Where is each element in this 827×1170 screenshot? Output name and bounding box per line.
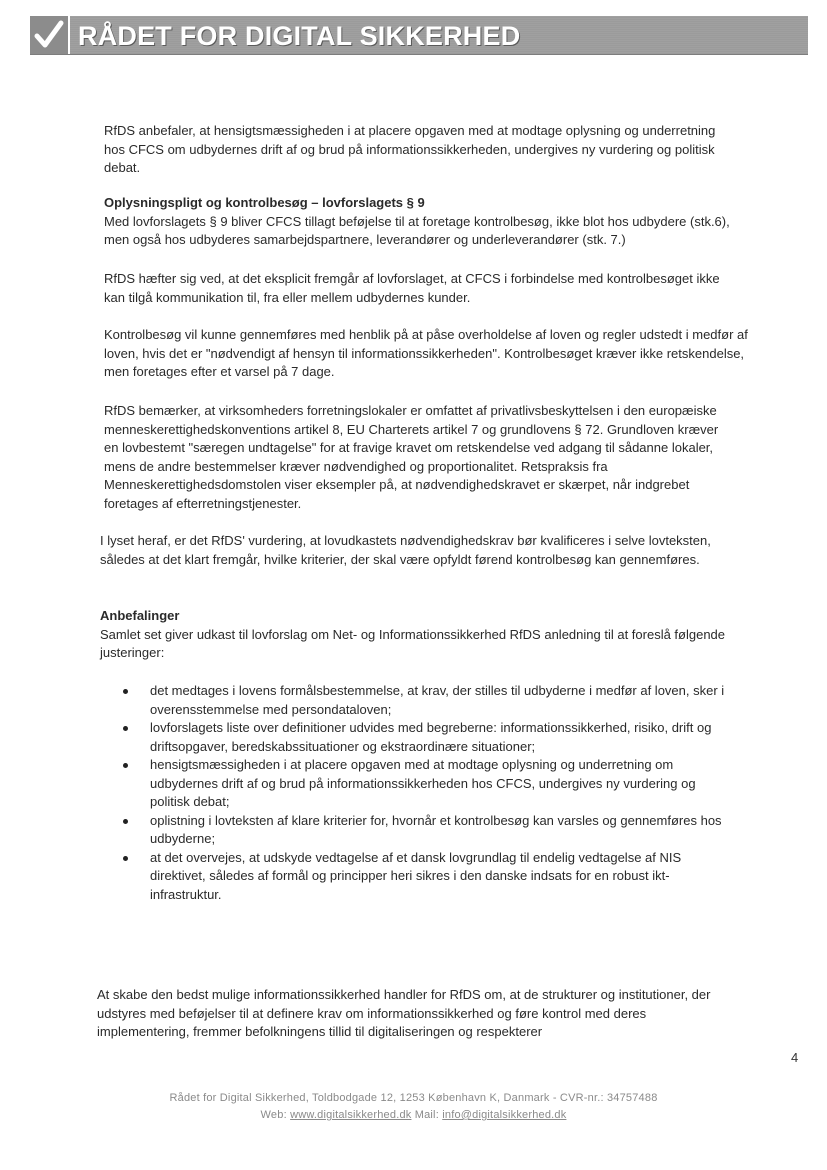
section-anbefalinger — [100, 607, 730, 663]
bullet-icon — [123, 856, 128, 861]
footer-address: Rådet for Digital Sikkerhed, Toldbodgade 12, 1253 København K, Danmark - CVR-nr.: 34757488 — [169, 1092, 658, 1104]
footer-contact — [0, 1109, 827, 1121]
paragraph: Med lovforslagets § 9 bliver CFCS tillagt beføjelse til at foretage kontrolbesøg, ikke blot hos udbydere (stk.6), men også hos udbyderes samarbejdspartnere, leverandører og underleverandører (stk. 7.) — [104, 213, 730, 247]
section-heading: Oplysningspligt og kontrolbesøg – lovforslagets § 9 — [104, 195, 425, 210]
section-heading: Anbefalinger — [100, 608, 180, 623]
logo — [30, 16, 70, 54]
bullet-icon — [123, 726, 128, 731]
paragraph: RfDS bemærker, at virksomheders forretningslokaler er omfattet af privatlivsbeskyttelsen i den europæiske menneskerettighedskonventions artikel 8, EU Charterets artikel 7 og grundlovens § 72. Grundloven kræver en lovbestemt "særegen undtagelse" for at fravige kravet om retskendelse ved adgang til sådanne lokaler, mens de andre bestemmelser kræver nødvendighed og proportionalitet. Retspraksis fra Menneskerettighedsdomstolen viser eksempler på, at nødvendighedskravet er skærpet, når indgrebet foretages af efterretningstjenester. — [104, 403, 719, 511]
page-number: 4 — [791, 1050, 799, 1065]
section-oplysningspligt — [104, 194, 744, 250]
footer-mail-link[interactable]: info@digitalsikkerhed.dk — [442, 1109, 567, 1121]
paragraph: Samlet set giver udkast til lovforslag om Net- og Informationssikkerhed RfDS anledning til at foreslå følgende justeringer: — [100, 626, 726, 660]
list-item: det medtages i lovens formålsbestemmelse, at krav, der stilles til udbyderne i medfør af loven, sker i overensstemmelse med persondataloven; — [150, 682, 735, 719]
paragraph: RfDS hæfter sig ved, at det eksplicit fremgår af lovforslaget, at CFCS i forbindelse med kontrolbesøget ikke kan tilgå kommunikation til, fra eller mellem udbydernes kunder. — [104, 271, 720, 305]
footer-mail-label: Mail: — [414, 1109, 439, 1121]
checkmark-icon — [32, 18, 66, 52]
paragraph: RfDS anbefaler, at hensigtsmæssigheden i at placere opgaven med at modtage oplysning og underretning hos CFCS om udbydernes drift af og brud på informationssikkerheden, undergives ny vurdering og politisk debat. — [104, 123, 716, 175]
list-item: oplistning i lovteksten af klare kriterier for, hvornår et kontrolbesøg kan varsles og gennemføres hos udbyderne; — [150, 812, 735, 849]
paragraph: Kontrolbesøg vil kunne gennemføres med henblik på at påse overholdelse af loven og regler udstedt i medfør af loven, hvis det er "nødvendigt af hensyn til informationssikkerheden". Kontrolbesøget kræver ikke retskendelse, men foretages efter et varsel på 7 dage. — [104, 327, 748, 379]
bullet-icon — [123, 689, 128, 694]
footer-web-link[interactable]: www.digitalsikkerhed.dk — [290, 1109, 412, 1121]
footer-web-label: Web: — [260, 1109, 287, 1121]
recommendations-list — [150, 682, 735, 904]
paragraph: I lyset heraf, er det RfDS' vurdering, at lovudkastets nødvendighedskrav bør kvalificeres i selve lovteksten, således at det klart fremgår, hvilke kriterier, der skal være opfyldt førend kontrolbesøg kan gennemføres. — [100, 533, 711, 567]
list-item: at det overvejes, at udskyde vedtagelse af et dansk lovgrundlag til endelig vedtagelse af NIS direktivet, således af formål og principper heri sikres i den danske indsats for en robust ikt-infrastruktur. — [150, 849, 735, 905]
bullet-icon — [123, 763, 128, 768]
list-item: hensigtsmæssigheden i at placere opgaven med at modtage oplysning og underretning om udbydernes drift af og brud på informationssikkerheden hos CFCS, undergives ny vurdering og politisk debat; — [150, 756, 735, 812]
bullet-icon — [123, 819, 128, 824]
list-item: lovforslagets liste over definitioner udvides med begreberne: informationssikkerhed, risiko, drift og driftsopgaver, beredskabssituationer og ekstraordinære situationer; — [150, 719, 735, 756]
paragraph: At skabe den bedst mulige informationssikkerhed handler for RfDS om, at de strukturer og institutioner, der udstyres med beføjelser til at definere krav om informationssikkerhed og føre kontrol med deres implementering, fremmer befolkningens tillid til digitaliseringen og respekterer — [97, 987, 711, 1039]
organization-name: RÅDET FOR DIGITAL SIKKERHED — [78, 21, 521, 51]
